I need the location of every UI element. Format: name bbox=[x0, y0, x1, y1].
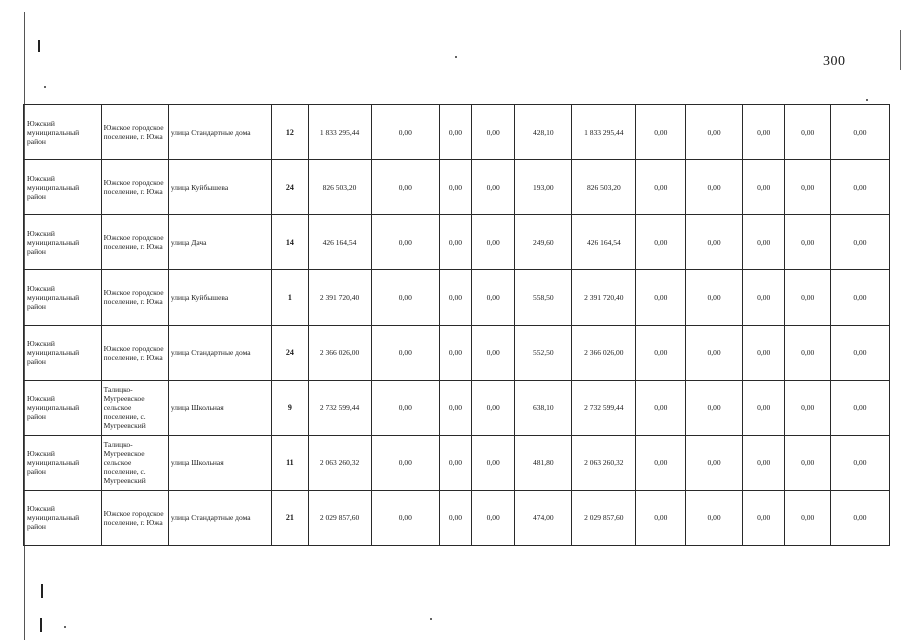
amount-cell: 0,00 bbox=[830, 215, 889, 270]
amount-cell: 0,00 bbox=[471, 215, 514, 270]
scan-edge-line bbox=[900, 30, 901, 70]
table-row bbox=[24, 160, 890, 215]
amount-cell: 0,00 bbox=[636, 270, 686, 325]
total-cost-cell: 2 732 599,44 bbox=[308, 380, 371, 435]
amount-cell: 0,00 bbox=[439, 435, 471, 490]
amount-cell: 0,00 bbox=[742, 160, 784, 215]
total-cost-cell: 2 029 857,60 bbox=[308, 490, 371, 545]
amount-cell: 0,00 bbox=[371, 380, 439, 435]
scan-mark bbox=[40, 618, 42, 632]
amount-cell: 0,00 bbox=[371, 325, 439, 380]
amount-cell: 0,00 bbox=[830, 490, 889, 545]
settlement-cell: Талицко-Мугреевское сельское поселение, с. Мугреевский bbox=[101, 380, 168, 435]
amount-cell: 0,00 bbox=[439, 325, 471, 380]
amount-cell: 0,00 bbox=[439, 380, 471, 435]
amount-cell: 0,00 bbox=[371, 270, 439, 325]
amount-cell: 0,00 bbox=[785, 160, 831, 215]
table-row bbox=[24, 215, 890, 270]
amount-cell: 0,00 bbox=[636, 105, 686, 160]
street-cell: улица Куйбышева bbox=[168, 270, 271, 325]
amount-sum-cell: 2 366 026,00 bbox=[572, 325, 636, 380]
amount-cell: 0,00 bbox=[636, 490, 686, 545]
amount-cell: 0,00 bbox=[686, 325, 743, 380]
area-cell: 558,50 bbox=[515, 270, 572, 325]
scan-mark bbox=[41, 584, 43, 598]
street-cell: улица Стандартные дома bbox=[168, 490, 271, 545]
amount-cell: 0,00 bbox=[471, 105, 514, 160]
amount-cell: 0,00 bbox=[371, 105, 439, 160]
scan-mark bbox=[38, 40, 40, 52]
total-cost-cell: 2 366 026,00 bbox=[308, 325, 371, 380]
amount-cell: 0,00 bbox=[439, 105, 471, 160]
amount-cell: 0,00 bbox=[830, 325, 889, 380]
house-number-cell: 14 bbox=[272, 215, 308, 270]
amount-cell: 0,00 bbox=[371, 160, 439, 215]
area-cell: 249,60 bbox=[515, 215, 572, 270]
house-number-cell: 24 bbox=[272, 325, 308, 380]
settlement-cell: Талицко-Мугреевское сельское поселение, с. Мугреевский bbox=[101, 435, 168, 490]
amount-cell: 0,00 bbox=[471, 160, 514, 215]
amount-cell: 0,00 bbox=[785, 380, 831, 435]
amount-cell: 0,00 bbox=[686, 105, 743, 160]
housing-register-table bbox=[23, 104, 890, 546]
district-cell: Южский муниципальный район bbox=[24, 215, 102, 270]
house-number-cell: 1 bbox=[272, 270, 308, 325]
amount-cell: 0,00 bbox=[636, 215, 686, 270]
amount-cell: 0,00 bbox=[785, 105, 831, 160]
district-cell: Южский муниципальный район bbox=[24, 380, 102, 435]
settlement-cell: Южское городское поселение, г. Южа bbox=[101, 215, 168, 270]
amount-cell: 0,00 bbox=[830, 270, 889, 325]
amount-cell: 0,00 bbox=[686, 160, 743, 215]
table-row bbox=[24, 380, 890, 435]
settlement-cell: Южское городское поселение, г. Южа bbox=[101, 160, 168, 215]
amount-cell: 0,00 bbox=[785, 270, 831, 325]
amount-cell: 0,00 bbox=[686, 215, 743, 270]
amount-cell: 0,00 bbox=[636, 325, 686, 380]
scan-speck bbox=[455, 56, 457, 58]
house-number-cell: 9 bbox=[272, 380, 308, 435]
amount-cell: 0,00 bbox=[636, 435, 686, 490]
amount-cell: 0,00 bbox=[471, 380, 514, 435]
amount-cell: 0,00 bbox=[785, 325, 831, 380]
amount-sum-cell: 2 029 857,60 bbox=[572, 490, 636, 545]
total-cost-cell: 2 063 260,32 bbox=[308, 435, 371, 490]
amount-cell: 0,00 bbox=[686, 435, 743, 490]
amount-cell: 0,00 bbox=[742, 380, 784, 435]
table-row bbox=[24, 490, 890, 545]
street-cell: улица Стандартные дома bbox=[168, 325, 271, 380]
amount-cell: 0,00 bbox=[371, 215, 439, 270]
district-cell: Южский муниципальный район bbox=[24, 105, 102, 160]
amount-cell: 0,00 bbox=[742, 490, 784, 545]
area-cell: 552,50 bbox=[515, 325, 572, 380]
total-cost-cell: 2 391 720,40 bbox=[308, 270, 371, 325]
area-cell: 638,10 bbox=[515, 380, 572, 435]
amount-cell: 0,00 bbox=[686, 380, 743, 435]
amount-sum-cell: 1 833 295,44 bbox=[572, 105, 636, 160]
house-number-cell: 21 bbox=[272, 490, 308, 545]
area-cell: 474,00 bbox=[515, 490, 572, 545]
amount-cell: 0,00 bbox=[471, 270, 514, 325]
amount-cell: 0,00 bbox=[742, 270, 784, 325]
amount-cell: 0,00 bbox=[371, 490, 439, 545]
amount-cell: 0,00 bbox=[686, 270, 743, 325]
scan-speck bbox=[64, 626, 66, 628]
scan-speck bbox=[430, 618, 432, 620]
area-cell: 428,10 bbox=[515, 105, 572, 160]
amount-cell: 0,00 bbox=[371, 435, 439, 490]
house-number-cell: 12 bbox=[272, 105, 308, 160]
area-cell: 481,80 bbox=[515, 435, 572, 490]
amount-cell: 0,00 bbox=[471, 325, 514, 380]
amount-sum-cell: 826 503,20 bbox=[572, 160, 636, 215]
amount-cell: 0,00 bbox=[830, 160, 889, 215]
amount-cell: 0,00 bbox=[742, 215, 784, 270]
amount-cell: 0,00 bbox=[830, 380, 889, 435]
street-cell: улица Школьная bbox=[168, 435, 271, 490]
settlement-cell: Южское городское поселение, г. Южа bbox=[101, 105, 168, 160]
amount-cell: 0,00 bbox=[471, 490, 514, 545]
amount-cell: 0,00 bbox=[636, 380, 686, 435]
table-row bbox=[24, 105, 890, 160]
house-number-cell: 11 bbox=[272, 435, 308, 490]
settlement-cell: Южское городское поселение, г. Южа bbox=[101, 490, 168, 545]
amount-cell: 0,00 bbox=[785, 435, 831, 490]
amount-cell: 0,00 bbox=[742, 325, 784, 380]
amount-sum-cell: 2 063 260,32 bbox=[572, 435, 636, 490]
amount-cell: 0,00 bbox=[471, 435, 514, 490]
amount-cell: 0,00 bbox=[785, 490, 831, 545]
amount-cell: 0,00 bbox=[439, 270, 471, 325]
district-cell: Южский муниципальный район bbox=[24, 490, 102, 545]
total-cost-cell: 1 833 295,44 bbox=[308, 105, 371, 160]
street-cell: улица Куйбышева bbox=[168, 160, 271, 215]
table-row bbox=[24, 270, 890, 325]
amount-cell: 0,00 bbox=[686, 490, 743, 545]
street-cell: улица Стандартные дома bbox=[168, 105, 271, 160]
area-cell: 193,00 bbox=[515, 160, 572, 215]
street-cell: улица Школьная bbox=[168, 380, 271, 435]
amount-sum-cell: 2 732 599,44 bbox=[572, 380, 636, 435]
amount-cell: 0,00 bbox=[636, 160, 686, 215]
settlement-cell: Южское городское поселение, г. Южа bbox=[101, 270, 168, 325]
amount-cell: 0,00 bbox=[439, 490, 471, 545]
settlement-cell: Южское городское поселение, г. Южа bbox=[101, 325, 168, 380]
district-cell: Южский муниципальный район bbox=[24, 270, 102, 325]
amount-cell: 0,00 bbox=[439, 215, 471, 270]
scan-speck bbox=[866, 99, 868, 101]
total-cost-cell: 826 503,20 bbox=[308, 160, 371, 215]
amount-cell: 0,00 bbox=[742, 105, 784, 160]
amount-cell: 0,00 bbox=[742, 435, 784, 490]
amount-cell: 0,00 bbox=[785, 215, 831, 270]
amount-sum-cell: 426 164,54 bbox=[572, 215, 636, 270]
page-number: 300 bbox=[823, 54, 846, 69]
amount-cell: 0,00 bbox=[439, 160, 471, 215]
total-cost-cell: 426 164,54 bbox=[308, 215, 371, 270]
district-cell: Южский муниципальный район bbox=[24, 435, 102, 490]
district-cell: Южский муниципальный район bbox=[24, 160, 102, 215]
amount-sum-cell: 2 391 720,40 bbox=[572, 270, 636, 325]
street-cell: улица Дача bbox=[168, 215, 271, 270]
table-row bbox=[24, 325, 890, 380]
house-number-cell: 24 bbox=[272, 160, 308, 215]
table-row bbox=[24, 435, 890, 490]
district-cell: Южский муниципальный район bbox=[24, 325, 102, 380]
amount-cell: 0,00 bbox=[830, 435, 889, 490]
scan-speck bbox=[44, 86, 46, 88]
amount-cell: 0,00 bbox=[830, 105, 889, 160]
